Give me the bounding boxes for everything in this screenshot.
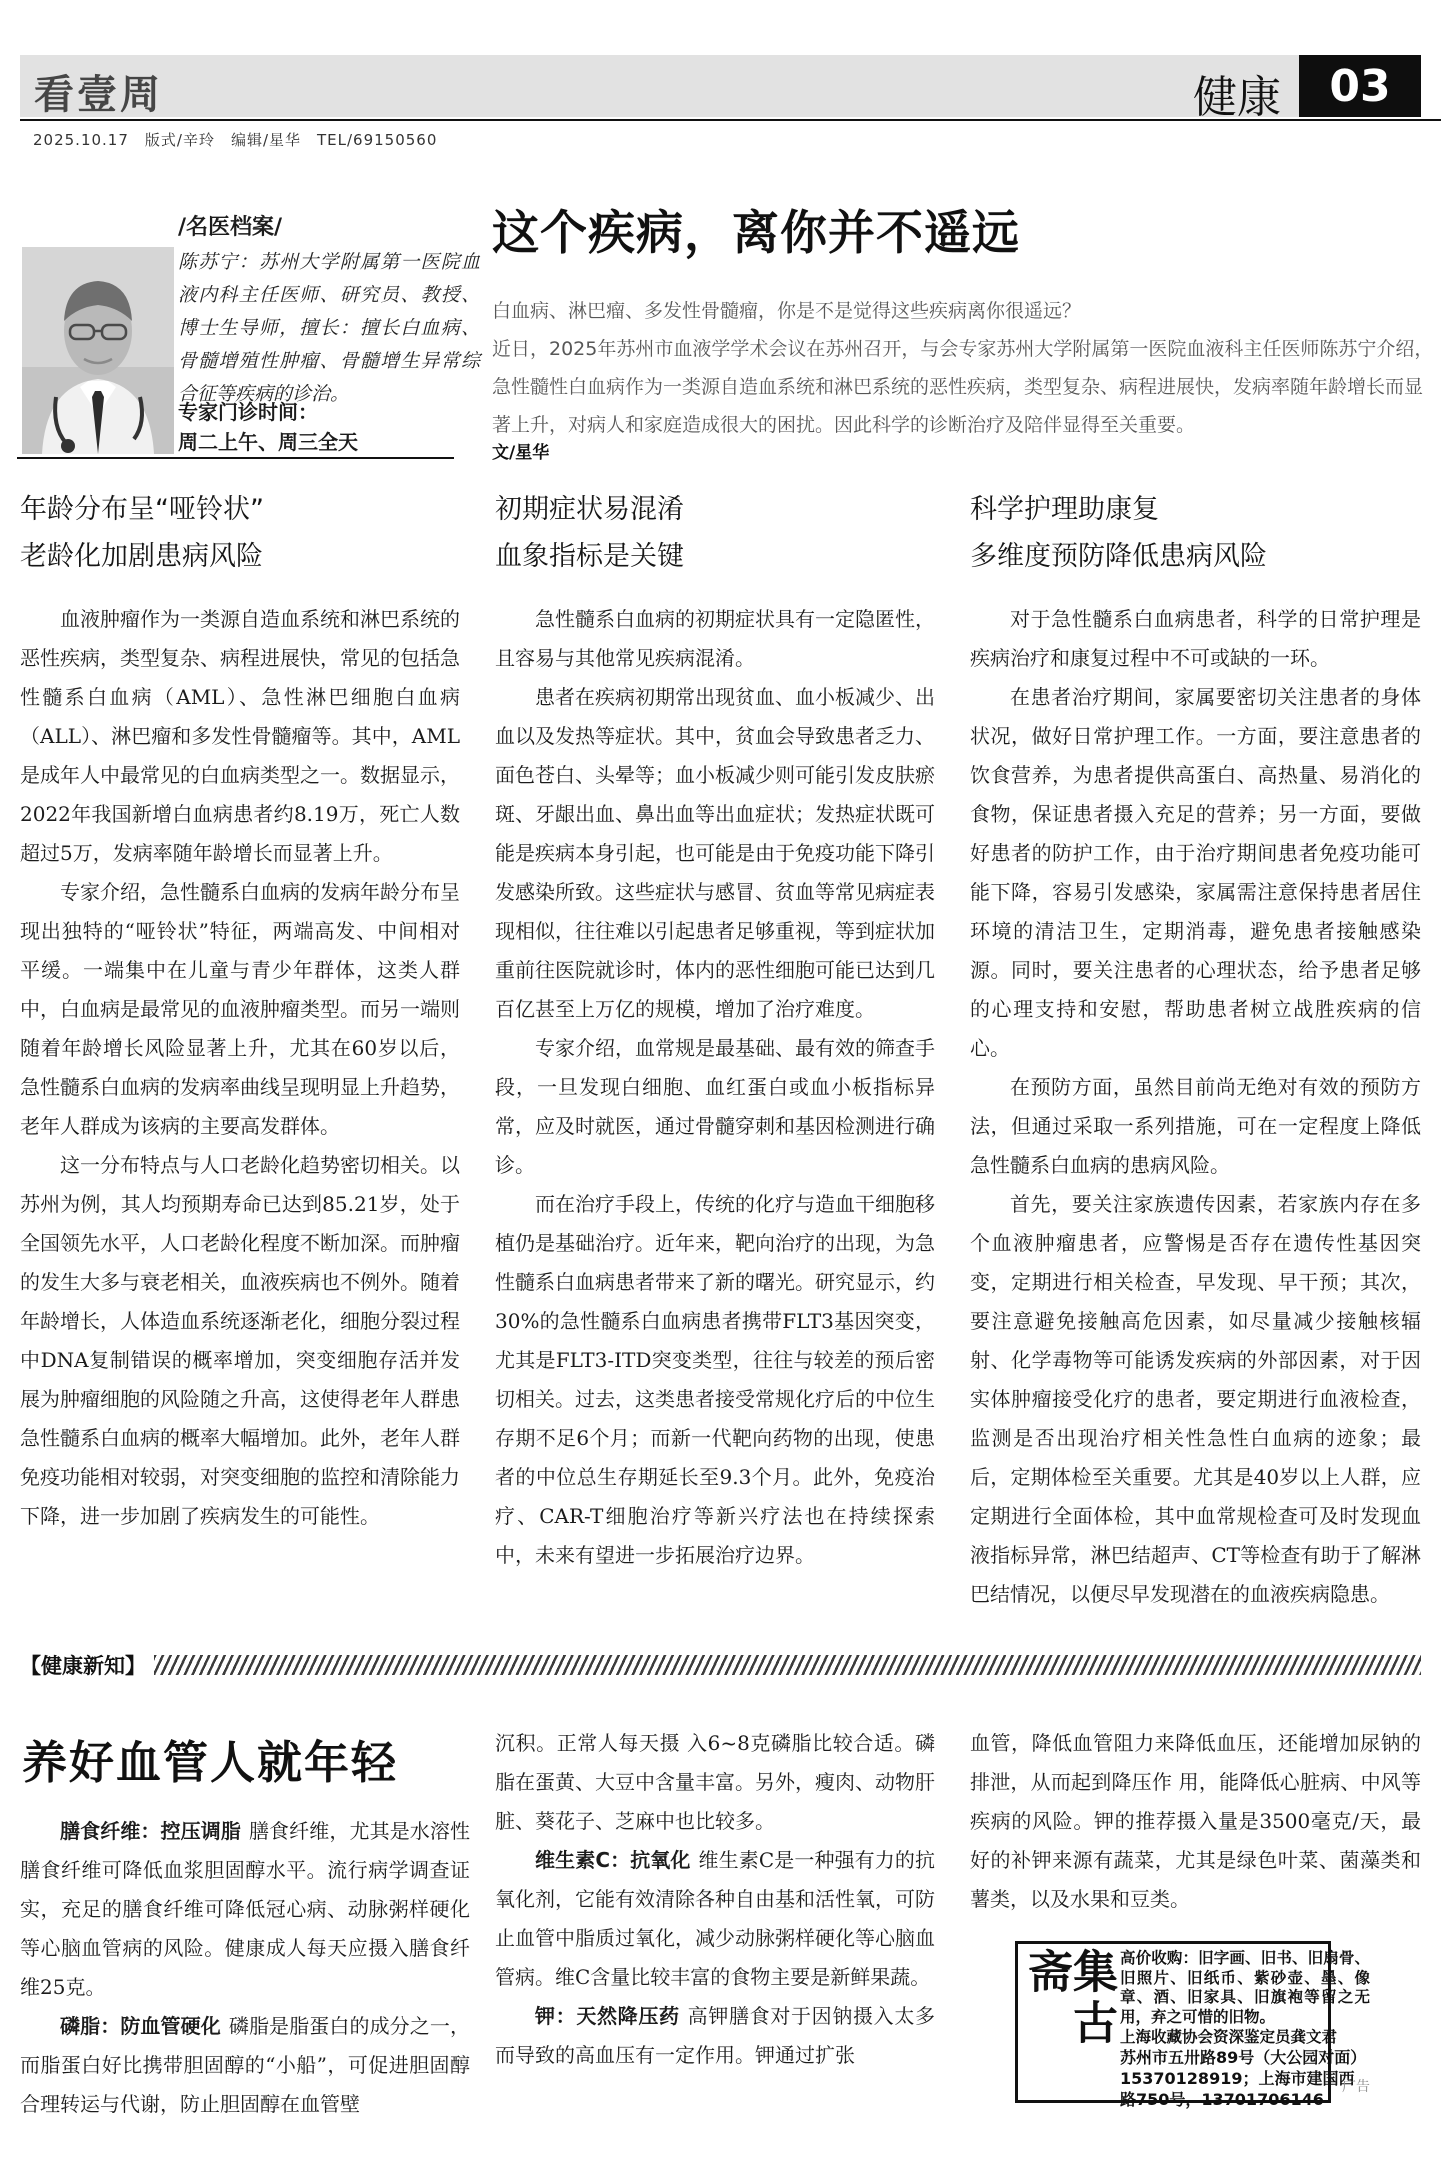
- paragraph: [495, 1997, 935, 2075]
- news-headline: 养好血管人就年轻: [22, 1736, 399, 1789]
- column2-subhead-line1: 初期症状易混淆: [495, 494, 684, 525]
- ad-content: [1116, 1944, 1376, 2109]
- clinic-hours-label: 专家门诊时间：: [178, 400, 318, 424]
- paragraph-lead: 磷脂：防血管硬化: [60, 2014, 221, 2038]
- paragraph: 这一分布特点与人口老龄化趋势密切相关。以苏州为例，其人均预期寿命已达到85.21岁，处于全国领先水平，人口老龄化程度不断加深。而肿瘤的发生大多与衰老相关，血液疾病也不例外。随着年龄增长，人体造血系统逐渐老化，细胞分裂过程中DNA复制错误的概率增加，突变细胞存活并发展为肿瘤细胞的风险随之升高，这使得老年人群患急性髓系白血病的概率大幅增加。此外，老年人群免疫功能相对较弱，对突变细胞的监控和清除能力下降，进一步加剧了疾病发生的可能性。: [20, 1153, 460, 1528]
- section-title: 健康: [1193, 72, 1281, 123]
- ad-address: 苏州市五卅路89号（大公园对面）15370128919；上海市建国西路750号，13701706146: [1120, 2048, 1367, 2109]
- column2-subhead: [495, 486, 684, 580]
- doctor-photo: [22, 247, 174, 454]
- page-number: 03: [1329, 60, 1391, 112]
- paragraph-continuation: 血管，降低血管阻力来降低血压，还能增加尿钠的排泄，从而起到降压作 用，能降低心脏病、中风等疾病的风险。钾的推荐摄入量是3500毫克/天，最好的补钾来源有蔬菜，尤其是绿色叶菜、菌藻类和薯类，以及水果和豆类。: [970, 1731, 1421, 1911]
- doctor-bio: 陈苏宁：苏州大学附属第一医院血液内科主任医师、研究员、教授、博士生导师，擅长：擅长白血病、骨髓增殖性肿瘤、骨髓增生异常综合征等疾病的诊治。: [178, 251, 480, 405]
- column2-subhead-line2: 血象指标是关键: [495, 541, 684, 572]
- paragraph-text: 维生素C是一种强有力的抗氧化剂，它能有效清除各种自由基和活性氧，可防止血管中脂质过氧化，减少动脉粥样硬化等心脑血管病。维C含量比较丰富的食物主要是新鲜果蔬。: [495, 1848, 935, 1989]
- news-section-kicker: 【健康新知】: [20, 1653, 146, 1678]
- paragraph: 对于急性髓系白血病患者，科学的日常护理是疾病治疗和康复过程中不可或缺的一环。: [970, 607, 1421, 670]
- column1-subhead-line1: 年龄分布呈“哑铃状”: [20, 494, 264, 525]
- dateline: 2025.10.17 版式/辛玲 编辑/星华 TEL/69150560: [33, 131, 438, 149]
- paragraph-text: 高钾膳食对于因钠摄入太多而导致的高血压有一定作用。钾通过扩张: [495, 2004, 936, 2067]
- paragraph: 专家介绍，急性髓系白血病的发病年龄分布呈现出独特的“哑铃状”特征，两端高发、中间相对平缓。一端集中在儿童与青少年群体，这类人群中，白血病是最常见的血液肿瘤类型。而另一端则随着年龄增长风险显著上升，尤其在60岁以后，急性髓系白血病的发病率曲线呈现明显上升趋势，老年人群成为该病的主要高发群体。: [20, 880, 460, 1138]
- paragraph: 在患者治疗期间，家属要密切关注患者的身体状况，做好日常护理工作。一方面，要注意患者的饮食营养，为患者提供高蛋白、高热量、易消化的食物，保证患者摄入充足的营养；另一方面，要做好患者的防护工作，由于治疗期间患者免疫功能可能下降，容易引发感染，家属需注意保持患者居住环境的清洁卫生，定期消毒，避免患者接触感染源。同时，要关注患者的心理状态，给予患者足够的心理支持和安慰，帮助患者树立战胜疾病的信心。: [970, 685, 1421, 1060]
- paragraph-lead: 维生素C：抗氧化: [535, 1848, 691, 1872]
- paragraph: 在预防方面，虽然目前尚无绝对有效的预防方法，但通过采取一系列措施，可在一定程度上降低急性髓系白血病的患病风险。: [970, 1075, 1421, 1177]
- paragraph-continuation: 沉积。正常人每天摄 入6~8克磷脂比较合适。磷脂在蛋黄、大豆中含量丰富。另外，瘦肉、动物肝脏、葵花子、芝麻中也比较多。: [495, 1731, 935, 1833]
- column3-subhead: [970, 486, 1267, 580]
- paragraph: 首先，要关注家族遗传因素，若家族内存在多个血液肿瘤患者，应警惕是否存在遗传性基因突变，定期进行相关检查，早发现、早干预；其次，要注意避免接触高危因素，如尽量减少接触核辐射、化学毒物等可能诱发疾病的外部因素，对于因实体肿瘤接受化疗的患者，要定期进行血液检查，监测是否出现治疗相关性急性白血病的迹象；最后，定期体检至关重要。尤其是40岁以上人群，应定期进行全面体检，其中血常规检查可及时发现血液指标异常，淋巴结超声、CT等检查有助于了解淋巴结情况，以便尽早发现潜在的血液疾病隐患。: [970, 1192, 1421, 1606]
- column1-subhead: [20, 486, 264, 580]
- paragraph: 而在治疗手段上，传统的化疗与造血干细胞移植仍是基础治疗。近年来，靶向治疗的出现，为急性髓系白血病患者带来了新的曙光。研究显示，约30%的急性髓系白血病患者携带FLT3基因突变，尤其是FLT3-ITD突变类型，往往与较差的预后密切相关。过去，这类患者接受常规化疗后的中位生存期不足6个月；而新一代靶向药物的出现，使患者的中位总生存期延长至9.3个月。此外，免疫治疗、CAR-T细胞治疗等新兴疗法也在持续探索中，未来有望进一步拓展治疗边界。: [495, 1192, 935, 1567]
- ad-shop-name: 集古斋: [1020, 1948, 1118, 2050]
- paragraph-lead: 钾：天然降压药: [535, 2004, 680, 2028]
- news-column-3: [970, 1724, 1421, 1919]
- article-column-1: [20, 600, 460, 1536]
- paragraph-text: 磷脂是脂蛋白的成分之一，而脂蛋白好比携带胆固醇的“小船”，可促进胆固醇合理转运与代谢，防止胆固醇在血管壁: [20, 2014, 471, 2116]
- profile-divider: [17, 457, 454, 459]
- stripes-decoration: [154, 1655, 1421, 1675]
- paragraph: 急性髓系白血病的初期症状具有一定隐匿性，且容易与其他常见疾病混淆。: [495, 607, 935, 670]
- column3-subhead-line1: 科学护理助康复: [970, 494, 1159, 525]
- article-column-3: [970, 600, 1421, 1614]
- masthead-rule: [20, 119, 1441, 121]
- article-column-2: [495, 600, 935, 1575]
- paragraph: 专家介绍，血常规是最基础、最有效的筛查手段，一旦发现白细胞、血红蛋白或血小板指标异常，应及时就医，通过骨髓穿刺和基因检测进行确诊。: [495, 1036, 935, 1177]
- ad-label: 广告: [1342, 2079, 1370, 2095]
- article-standfirst: [492, 292, 1437, 444]
- standfirst-line2: 近日，2025年苏州市血液学学术会议在苏州召开，与会专家苏州大学附属第一医院血液科主任医师陈苏宁介绍，急性髓性白血病作为一类源自造血系统和淋巴系统的恶性疾病，类型复杂、病程进展快，发病率随年龄增长而显著上升，对病人和家庭造成很大的困扰。因此科学的诊断治疗及陪伴显得至关重要。: [492, 338, 1434, 436]
- paragraph: [495, 1841, 935, 1997]
- newspaper-logo: 看壹周: [34, 72, 163, 118]
- clinic-hours-value: 周二上午、周三全天: [178, 430, 358, 454]
- paragraph: [20, 2007, 470, 2124]
- paragraph: 患者在疾病初期常出现贫血、血小板减少、出血以及发热等症状。其中，贫血会导致患者乏力、面色苍白、头晕等；血小板减少则可能引发皮肤瘀斑、牙龈出血、鼻出血等出血症状；发热症状既可能是疾病本身引起，也可能是由于免疫功能下降引发感染所致。这些症状与感冒、贫血等常见病症表现相似，往往难以引起患者足够重视，等到症状加重前往医院就诊时，体内的恶性细胞可能已达到几百亿甚至上万亿的规模，增加了治疗难度。: [495, 685, 935, 1021]
- article-byline: 文/星华: [492, 443, 550, 463]
- ad-body-text: 高价收购：旧字画、旧书、旧扇骨、旧照片、旧纸币、紫砂壶、墨、像章、酒、旧家具、旧旗袍等留之无用，弃之可惜的旧物。: [1120, 1949, 1370, 2026]
- news-section-divider: [20, 1652, 1421, 1678]
- profile-tag: /名医档案/: [178, 215, 283, 240]
- paragraph: [20, 1812, 470, 2007]
- masthead-band: [20, 55, 1421, 123]
- column3-subhead-line2: 多维度预防降低患病风险: [970, 541, 1267, 572]
- column1-subhead-line2: 老龄化加剧患病风险: [20, 541, 263, 572]
- page-number-box: [1299, 55, 1421, 117]
- paragraph: 血液肿瘤作为一类源自造血系统和淋巴系统的恶性疾病，类型复杂、病程进展快，常见的包括急性髓系白血病（AML）、急性淋巴细胞白血病（ALL）、淋巴瘤和多发性骨髓瘤等。其中，AML是成年人中最常见的白血病类型之一。数据显示，2022年我国新增白血病患者约8.19万，死亡人数超过5万，发病率随年龄增长而显著上升。: [20, 607, 460, 865]
- standfirst-line1: 白血病、淋巴瘤、多发性骨髓瘤，你是不是觉得这些疾病离你很遥远？: [492, 300, 1082, 322]
- ad-appraiser: 上海收藏协会资深鉴定员龚文君: [1120, 2028, 1338, 2046]
- paragraph-lead: 膳食纤维：控压调脂: [60, 1819, 241, 1843]
- paragraph-text: 膳食纤维，尤其是水溶性膳食纤维可降低血浆胆固醇水平。流行病学调查证实，充足的膳食纤维可降低冠心病、动脉粥样硬化等心脑血管病的风险。健康成人每天应摄入膳食纤维25克。: [20, 1819, 471, 1999]
- classified-ad: [1015, 1941, 1370, 2109]
- doctor-photo-placeholder: [22, 247, 174, 454]
- article-headline: 这个疾病，离你并不遥远: [492, 206, 1020, 261]
- news-column-1: [20, 1812, 470, 2124]
- news-column-2: [495, 1724, 935, 2075]
